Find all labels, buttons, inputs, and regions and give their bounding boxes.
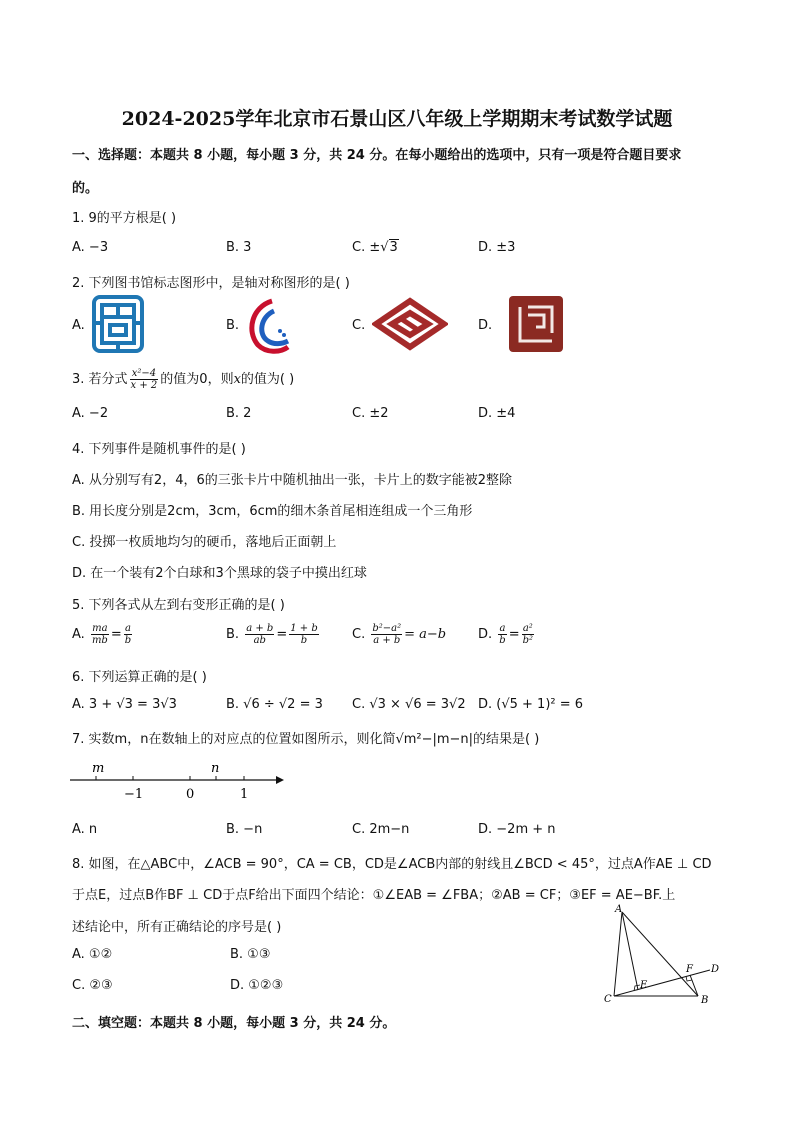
q1-stem: 1. 9的平方根是( )	[72, 211, 177, 226]
tick-label-neg1: −1	[124, 787, 144, 802]
q5-option-c: C. $\frac{\text{b²−a²}}{a + b}$ = a−b	[352, 623, 447, 646]
q4-option-a: A. 从分别写有2，4，6的三张卡片中随机抽出一张，卡片上的数字能被2整除	[72, 473, 513, 488]
q7-stem: 7. 实数m，n在数轴上的对应点的位置如图所示，则化简√m²−|m−n|的结果是( )	[72, 732, 540, 747]
q6-option-d: D. (√5 + 1)² = 6	[478, 697, 584, 712]
point-n-label: n	[211, 761, 220, 776]
q8-option-b: B. ①③	[230, 947, 271, 962]
q5-option-b: B. $\frac{a + b}{ab}$ = $\frac{1 + b}{b}$	[226, 623, 318, 646]
q2-option-c: C.	[352, 318, 366, 333]
library-logo-b-image	[244, 297, 292, 359]
q3-option-c: C. ±2	[352, 406, 389, 421]
q6-option-a: A. 3 + √3 = 3√3	[72, 697, 177, 712]
q4-stem: 4. 下列事件是随机事件的是( )	[72, 442, 246, 457]
q3-stem: 3. 若分式 $\frac{\text{x²−4}}{x + 2}$ 的值为0，则x的值为( )	[72, 368, 295, 391]
q1-option-d: D. ±3	[478, 240, 516, 255]
q7-option-b: B. −n	[226, 822, 263, 837]
point-m-label: m	[92, 761, 105, 776]
q8-stem-line1: 8. 如图，在△ABC中，∠ACB = 90°，CA = CB，CD是∠ACB内部的射线且∠BCD < 45°，过点A作AE ⊥ CD	[72, 857, 712, 872]
q7-option-d: D. −2m + n	[478, 822, 556, 837]
q2-stem: 2. 下列图书馆标志图形中，是轴对称图形的是( )	[72, 276, 350, 291]
q4-option-d: D. 在一个装有2个白球和3个黑球的袋子中摸出红球	[72, 566, 367, 581]
q5-stem: 5. 下列各式从左到右变形正确的是( )	[72, 598, 285, 613]
vertex-label-b: B	[701, 995, 709, 1006]
q3-option-b: B. 2	[226, 406, 252, 421]
library-logo-a-image	[92, 295, 144, 357]
q8-stem-line2: 于点E，过点B作BF ⊥ CD于点F给出下面四个结论：①∠EAB = ∠FBA；②AB = CF；③EF = AE−BF.上	[72, 888, 676, 903]
q4-option-c: C. 投掷一枚质地均匀的硬币，落地后正面朝上	[72, 535, 337, 550]
q5-option-a: A. $\frac{ma}{mb}$ = $\frac{a}{b}$	[72, 623, 132, 646]
section2-heading: 二、填空题：本题共 8 小题，每小题 3 分，共 24 分。	[72, 1016, 396, 1031]
q8-stem-line3: 述结论中，所有正确结论的序号是( )	[72, 920, 282, 935]
q6-option-b: B. √6 ÷ √2 = 3	[226, 697, 323, 712]
q7-option-a: A. n	[72, 822, 98, 837]
q6-option-c: C. √3 × √6 = 3√2	[352, 697, 466, 712]
vertex-label-c: C	[604, 994, 612, 1005]
q8-option-a: A. ①②	[72, 947, 113, 962]
section1-heading: 一、选择题：本题共 8 小题，每小题 3 分，共 24 分。在每小题给出的选项中，只有一项是符合题目要求	[72, 148, 682, 163]
vertex-label-a: A	[615, 904, 623, 915]
page-title: 2024-2025学年北京市石景山区八年级上学期期末考试数学试题	[121, 108, 673, 130]
q6-stem: 6. 下列运算正确的是( )	[72, 670, 207, 685]
point-label-f: F	[686, 964, 693, 975]
q1-option-b: B. 3	[226, 240, 252, 255]
q3-option-d: D. ±4	[478, 406, 516, 421]
q1-option-c: C. ±√3	[352, 240, 398, 255]
q3-option-a: A. −2	[72, 406, 109, 421]
q5-option-d: D. $\frac{a}{b}$ = $\frac{\text{a²}}{\text{b²}}$	[478, 623, 534, 646]
library-logo-d-image	[508, 295, 564, 357]
q7-option-c: C. 2m−n	[352, 822, 410, 837]
tick-label-1: 1	[240, 787, 249, 802]
point-label-d: D	[711, 964, 720, 975]
point-label-e: E	[640, 980, 648, 991]
q2-option-a: A.	[72, 318, 85, 333]
q2-option-d: D.	[478, 318, 493, 333]
q2-option-b: B.	[226, 318, 240, 333]
q4-option-b: B. 用长度分别是2cm，3cm，6cm的细木条首尾相连组成一个三角形	[72, 504, 473, 519]
q8-option-c: C. ②③	[72, 978, 113, 993]
q1-option-a: A. −3	[72, 240, 109, 255]
q8-option-d: D. ①②③	[230, 978, 284, 993]
tick-label-0: 0	[186, 787, 195, 802]
library-logo-c-image	[372, 297, 448, 355]
section1-heading-cont: 的。	[72, 181, 99, 196]
triangle-figure	[598, 904, 728, 1012]
number-line-figure	[68, 758, 288, 806]
